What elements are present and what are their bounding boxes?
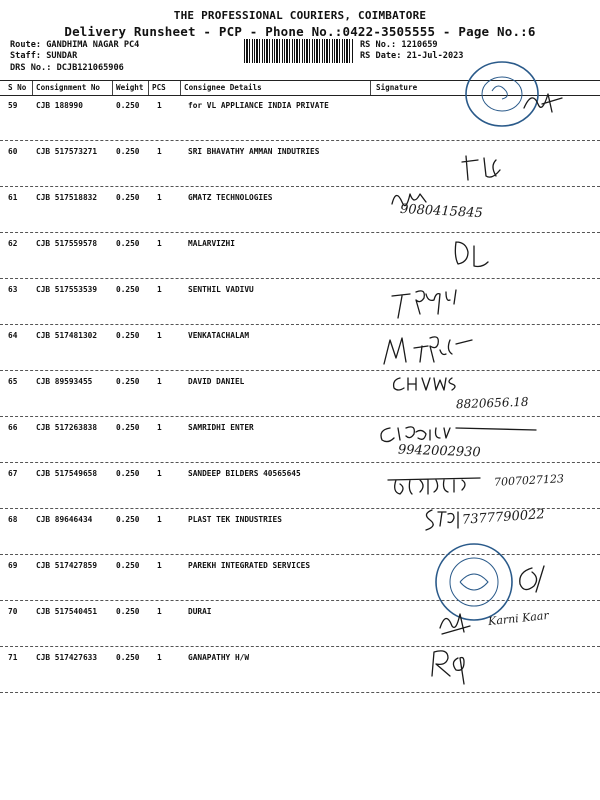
signature-64 [380, 332, 480, 376]
document-title: THE PROFESSIONAL COURIERS, COIMBATORE [173, 9, 427, 22]
col-pcs: PCS [152, 83, 166, 92]
signature-69 [512, 564, 552, 598]
barcode [244, 39, 354, 63]
route-label: Route: GANDHIMA NAGAR PC4 [10, 40, 140, 50]
handwritten-phone-66: 9942002930 [397, 442, 481, 461]
col-weight: Weight [116, 83, 144, 92]
handwritten-phone: 9080415845 [399, 201, 484, 222]
col-sno: S No [8, 83, 27, 92]
signature-71 [424, 646, 494, 682]
table-row: 66 CJB 517263838 0.250 1 SAMRIDHI ENTER [0, 417, 600, 463]
table-row: 64 CJB 517481302 0.250 1 VENKATACHALAM [0, 325, 600, 371]
signature-63 [384, 282, 468, 324]
table-row: 61 CJB 517518832 0.250 1 GMATZ TECHNOLOGIES [0, 187, 600, 233]
table-row: 69 CJB 517427859 0.250 1 PAREKH INTEGRATED SERVICES [0, 555, 600, 601]
handwritten-number: 8820656.18 [455, 394, 529, 412]
table-row: 62 CJB 517559578 0.250 1 MALARVIZHI [0, 233, 600, 279]
signature-65-name [390, 372, 470, 396]
table-row: 68 CJB 89646434 0.250 1 PLAST TEK INDUSTRIES [0, 509, 600, 555]
table-row: 67 CJB 517549658 0.250 1 SANDEEP BILDERS 40565645 [0, 463, 600, 509]
signature-62 [450, 238, 500, 270]
table-row: 59 CJB 188990 0.250 1 for VL APPLIANCE INDIA PRIVATE [0, 95, 600, 141]
signature-70 [434, 606, 480, 636]
handwritten-phone-68: 7377790022 [461, 507, 546, 528]
signature-59 [520, 88, 566, 118]
signature-67 [384, 474, 484, 502]
table-row: 71 CJB 517427633 0.250 1 GANAPATHY H/W [0, 647, 600, 693]
rs-date: RS Date: 21-Jul-2023 [360, 51, 464, 61]
col-signature: Signature [376, 83, 418, 92]
table-row: 60 CJB 517573271 0.250 1 SRI BHAVATHY AMMAN INDUTRIES [0, 141, 600, 187]
handwritten-phone-67: 7007027123 [493, 472, 565, 489]
drs-number: DRS No.: DCJB121065906 [10, 63, 124, 73]
table-row: 70 CJB 517540451 0.250 1 DURAI [0, 601, 600, 647]
table-row: 65 CJB 89593455 0.250 1 DAVID DANIEL [0, 371, 600, 417]
col-consignee: Consignee Details [184, 83, 262, 92]
signature-68 [420, 506, 466, 534]
table-row: 63 CJB 517553539 0.250 1 SENTHIL VADIVU [0, 279, 600, 325]
staff-label: Staff: SUNDAR [10, 51, 78, 61]
document-subtitle: Delivery Runsheet - PCP - Phone No.:0422-3505555 - Page No.:6 [64, 24, 536, 39]
col-consignment: Consignment No [36, 83, 101, 92]
handwritten-name: Karni Kaar [487, 608, 550, 629]
rs-number: RS No.: 1210659 [360, 40, 438, 50]
signature-60 [460, 150, 516, 184]
